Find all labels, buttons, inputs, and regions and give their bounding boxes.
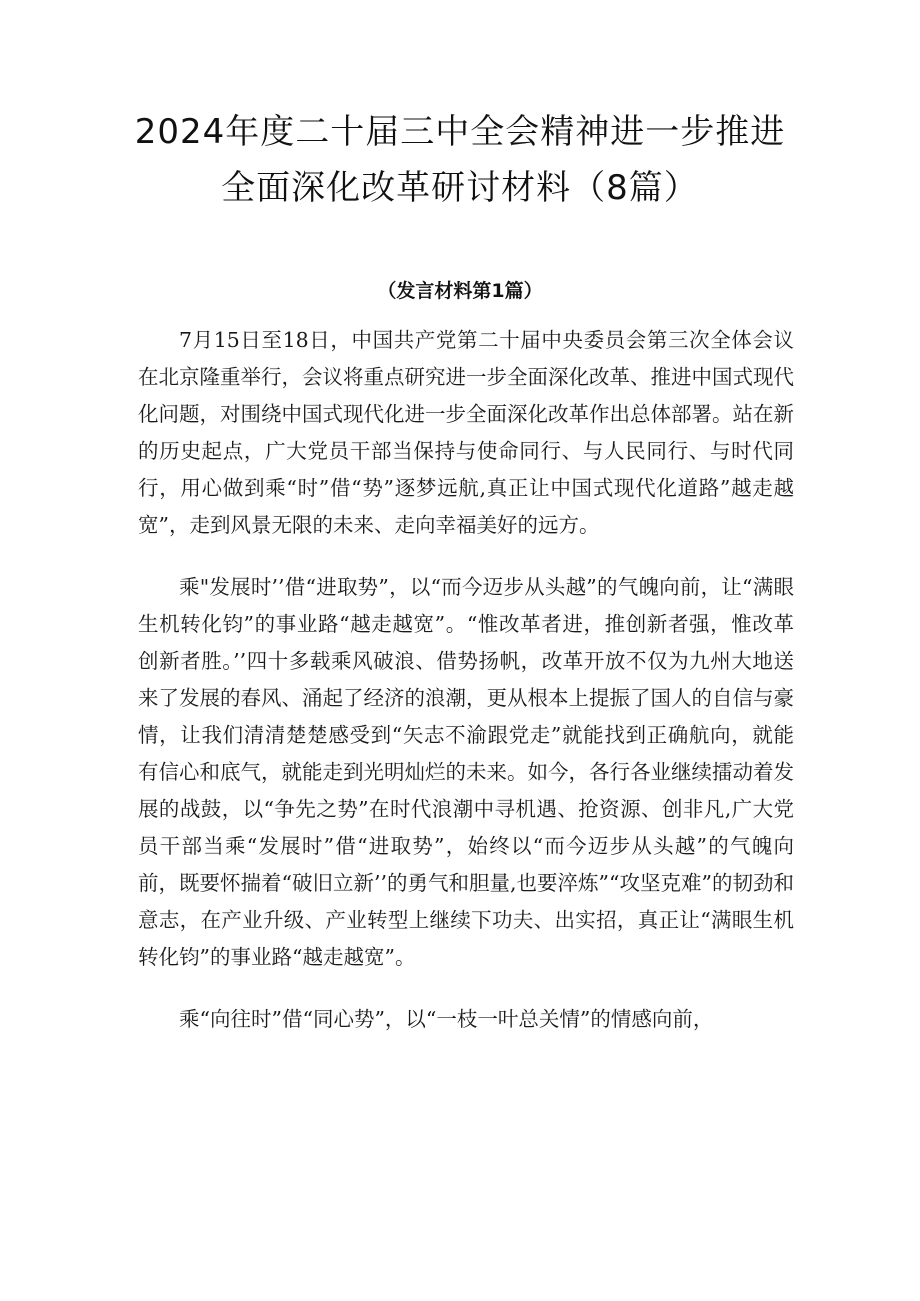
title-line-2: 全面深化改革研讨材料（8篇） — [221, 168, 699, 208]
document-title — [100, 104, 820, 216]
paragraph-3: 乘“向往时”借“同心势”，以“一枝一叶总关情”的情感向前， — [179, 1007, 714, 1031]
paragraph-2: 乘"发展时’’借“进取势”，以“而今迈步从头越”的气魄向前，让“满眼生机转化钧”的事业路“越走越宽”。“惟改革者进，推创新者强，惟改革创新者胜。’’四十多载乘风破浪、借势扬帆，改革开放不仅为九州大地送来了发展的春风、涌起了经济的浪潮，更从根本上提振了国人的自信与豪情，让我们清清楚楚感受到“矢志不渝跟党走”就能找到正确航向，就能有信心和底气，就能走到光明灿烂的未来。如今，各行各业继续擂动着发展的战鼓，以“争先之势”在时代浪潮中寻机遇、抢资源、创非凡,广大党员干部当乘“发展时”借“进取势”，始终以“而今迈步从头越”的气魄向前，既要怀揣着“破旧立新’’的勇气和胆量,也要淬炼”“攻坚克难”的韧劲和意志，在产业升级、产业转型上继续下功夫、出实招，真正让“满眼生机转化钧”的事业路“越走越宽”。 — [138, 575, 794, 969]
paragraph-1: 7月15日至18日，中国共产党第二十届中央委员会第三次全体会议在北京隆重举行，会议将重点研究进一步全面深化改革、推进中国式现代化问题，对围绕中国式现代化进一步全面深化改革作出总体部署。站在新的历史起点，广大党员干部当保持与使命同行、与人民同行、与时代同行，用心做到乘“时”借“势”逐梦远航,真正让中国式现代化道路”越走越宽”，走到风景无限的未来、走向幸福美好的远方。 — [138, 328, 794, 537]
title-line-1: 2024年度二十届三中全会精神进一步推进 — [134, 112, 786, 152]
document-body — [138, 322, 794, 1038]
section-subtitle: （发言材料第1篇） — [377, 280, 543, 302]
